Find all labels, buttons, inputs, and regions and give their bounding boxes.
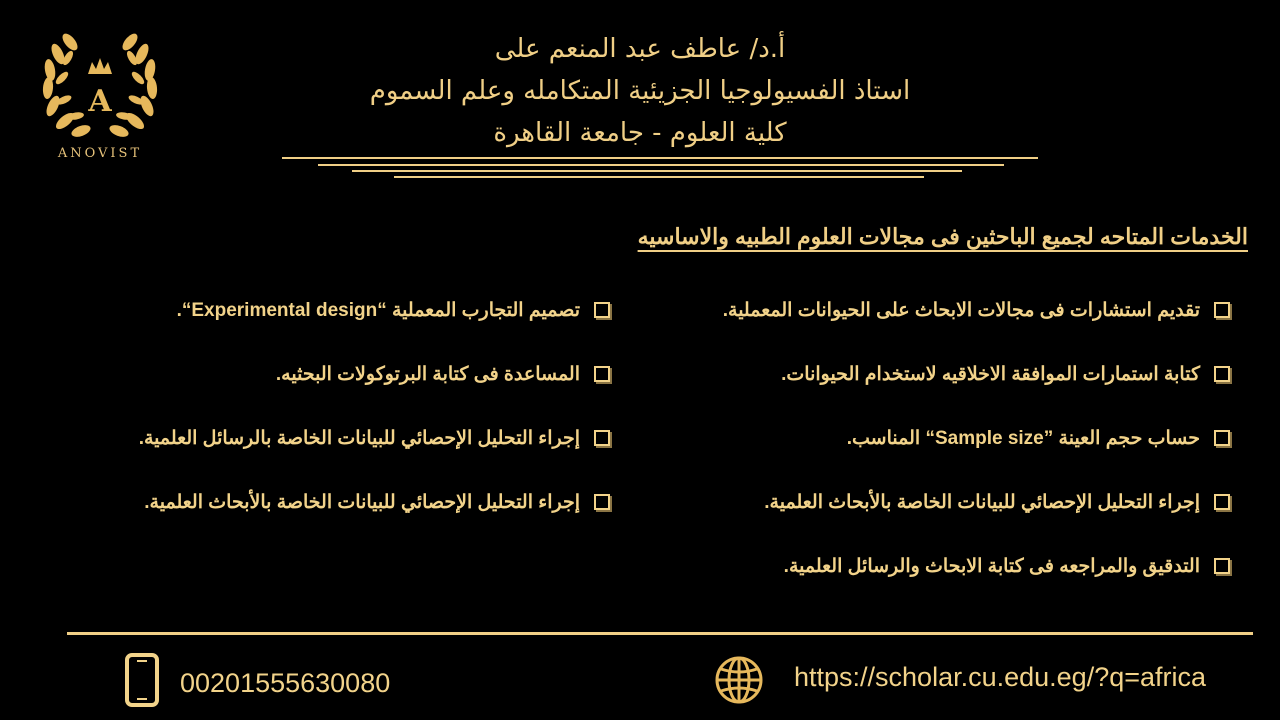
list-item bbox=[139, 342, 610, 406]
list-item bbox=[723, 278, 1230, 342]
footer-divider bbox=[67, 632, 1253, 635]
website-link[interactable]: https://scholar.cu.edu.eg/?q=africa bbox=[794, 662, 1207, 692]
service-text: التدقيق والمراجعه فى كتابة الابحاث والرسائل العلمية. bbox=[783, 555, 1200, 577]
list-item bbox=[139, 278, 610, 342]
service-text: المساعدة فى كتابة البرتوكولات البحثيه. bbox=[275, 363, 580, 385]
professor-name: أ.د/ عاطف عبد المنعم على bbox=[494, 34, 786, 64]
logo-letter: A bbox=[88, 84, 112, 119]
institution: كلية العلوم - جامعة القاهرة bbox=[493, 118, 787, 148]
checkbox-icon bbox=[1214, 430, 1230, 446]
service-text: إجراء التحليل الإحصائي للبيانات الخاصة بالأبحاث العلمية. bbox=[764, 491, 1200, 513]
service-text: تصميم التجارب المعملية “Experimental design“. bbox=[176, 299, 580, 321]
list-item bbox=[723, 406, 1230, 470]
checkbox-icon bbox=[1214, 558, 1230, 574]
header-divider bbox=[282, 157, 1038, 159]
checkbox-icon bbox=[594, 494, 610, 510]
list-item bbox=[723, 470, 1230, 534]
header-divider bbox=[318, 164, 1004, 166]
header bbox=[250, 28, 1030, 154]
header-divider bbox=[352, 170, 962, 172]
checkbox-icon bbox=[1214, 494, 1230, 510]
service-text: كتابة استمارات الموافقة الاخلاقيه لاستخدام الحيوانات. bbox=[781, 363, 1200, 385]
checkbox-icon bbox=[594, 366, 610, 382]
services-list-left bbox=[139, 278, 610, 534]
service-text: إجراء التحليل الإحصائي للبيانات الخاصة بالأبحاث العلمية. bbox=[144, 491, 580, 513]
checkbox-icon bbox=[594, 430, 610, 446]
list-item bbox=[139, 406, 610, 470]
list-item bbox=[723, 534, 1230, 598]
service-text: إجراء التحليل الإحصائي للبيانات الخاصة بالرسائل العلمية. bbox=[138, 427, 580, 449]
list-item bbox=[723, 342, 1230, 406]
section-title: الخدمات المتاحه لجميع الباحثين فى مجالات العلوم الطبيه والاساسيه bbox=[637, 224, 1248, 249]
anovist-logo bbox=[30, 22, 170, 167]
services-list-right bbox=[723, 278, 1230, 598]
globe-icon bbox=[711, 655, 767, 709]
list-item bbox=[139, 470, 610, 534]
logo-wordmark: ANOVIST bbox=[57, 146, 143, 161]
phone-number[interactable]: 00201555630080 bbox=[180, 668, 391, 698]
checkbox-icon bbox=[594, 302, 610, 318]
checkbox-icon bbox=[1214, 366, 1230, 382]
mobile-phone-icon bbox=[124, 652, 160, 712]
professor-title: استاذ الفسيولوجيا الجزيئية المتكامله وعلم السموم bbox=[369, 76, 911, 106]
service-text: تقديم استشارات فى مجالات الابحاث على الحيوانات المعملية. bbox=[722, 299, 1200, 321]
header-divider bbox=[394, 176, 924, 178]
service-text: حساب حجم العينة ”Sample size“ المناسب. bbox=[846, 427, 1200, 449]
checkbox-icon bbox=[1214, 302, 1230, 318]
